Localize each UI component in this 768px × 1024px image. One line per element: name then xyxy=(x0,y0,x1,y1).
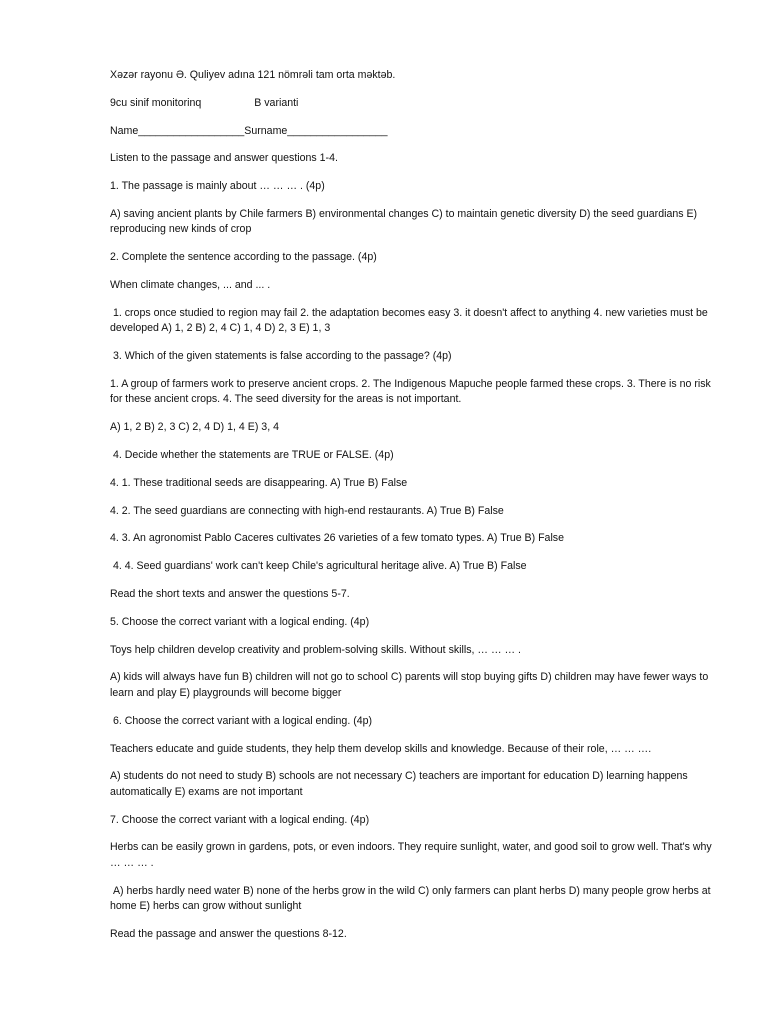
question-6-options: A) students do not need to study B) schools are not necessary C) teachers are important for education D) learning happens automatically E) exams are not important xyxy=(110,770,691,798)
question-7-options: A) herbs hardly need water B) none of the herbs grow in the wild C) only farmers can plant herbs D) many people grow herbs at home E) herbs can grow without sunlight xyxy=(110,884,714,913)
question-2: 2. Complete the sentence according to the passage. (4p) xyxy=(110,251,377,264)
question-5-options: A) kids will always have fun B) children will not go to school C) parents will stop buying gifts D) children may have fewer ways to learn and play E) playgrounds will become bigger xyxy=(110,671,712,699)
question-4-1: 4. 1. These traditional seeds are disappearing. A) True B) False xyxy=(110,476,408,489)
question-1: 1. The passage is mainly about … … … . (4p) xyxy=(110,180,325,193)
section-instruction-2: Read the short texts and answer the questions 5-7. xyxy=(110,588,350,601)
question-3: 3. Which of the given statements is false according to the passage? (4p) xyxy=(110,350,452,363)
question-5: 5. Choose the correct variant with a logical ending. (4p) xyxy=(110,615,370,628)
section-instruction-3: Read the passage and answer the questions 8-12. xyxy=(110,928,347,941)
question-4: 4. Decide whether the statements are TRUE or FALSE. (4p) xyxy=(110,449,394,462)
section-instruction-1: Listen to the passage and answer questions 1-4. xyxy=(110,152,338,165)
question-4-3: 4. 3. An agronomist Pablo Caceres cultivates 26 varieties of a few tomato types. A) True B) False xyxy=(110,532,564,545)
name-surname-line: Name__________________Surname_________________ xyxy=(110,124,388,137)
question-4-2: 4. 2. The seed guardians are connecting with high-end restaurants. A) True B) False xyxy=(110,504,504,517)
question-6: 6. Choose the correct variant with a logical ending. (4p) xyxy=(110,714,373,727)
grade-variant-line: 9cu sinif monitorinq B varianti xyxy=(110,96,299,109)
question-2-sentence: When climate changes, ... and ... . xyxy=(110,279,271,292)
question-6-text: Teachers educate and guide students, they help them develop skills and knowledge. Because of their role, … … …. xyxy=(110,742,652,755)
school-header: Xəzər rayonu Ə. Quliyev adına 121 nömrəli tam orta məktəb. xyxy=(110,69,396,81)
question-3-options: A) 1, 2 B) 2, 3 C) 2, 4 D) 1, 4 E) 3, 4 xyxy=(110,421,279,434)
question-2-options: 1. crops once studied to region may fail 2. the adaptation becomes easy 3. it doesn't affect to anything 4. new varieties must be developed A) 1, 2 B) 2, 4 C) 1, 4 D) 2, 3 E) 1, 3 xyxy=(110,306,711,335)
question-4-4: 4. 4. Seed guardians' work can't keep Chile's agricultural heritage alive. A) True B) False xyxy=(110,560,527,573)
question-3-statements: 1. A group of farmers work to preserve ancient crops. 2. The Indigenous Mapuche people farmed these crops. 3. There is no risk for these ancient crops. 4. The seed diversity for the areas is not important. xyxy=(110,377,714,406)
question-5-text: Toys help children develop creativity and problem-solving skills. Without skills, … … … . xyxy=(110,643,521,656)
question-1-options: A) saving ancient plants by Chile farmers B) environmental changes C) to maintain genetic diversity D) the seed guardians E) reproducing new kinds of crop xyxy=(110,207,701,236)
question-7-text: Herbs can be easily grown in gardens, pots, or even indoors. They require sunlight, water, and good soil to grow well. That's why … … … . xyxy=(110,841,715,869)
question-7: 7. Choose the correct variant with a logical ending. (4p) xyxy=(110,813,370,826)
